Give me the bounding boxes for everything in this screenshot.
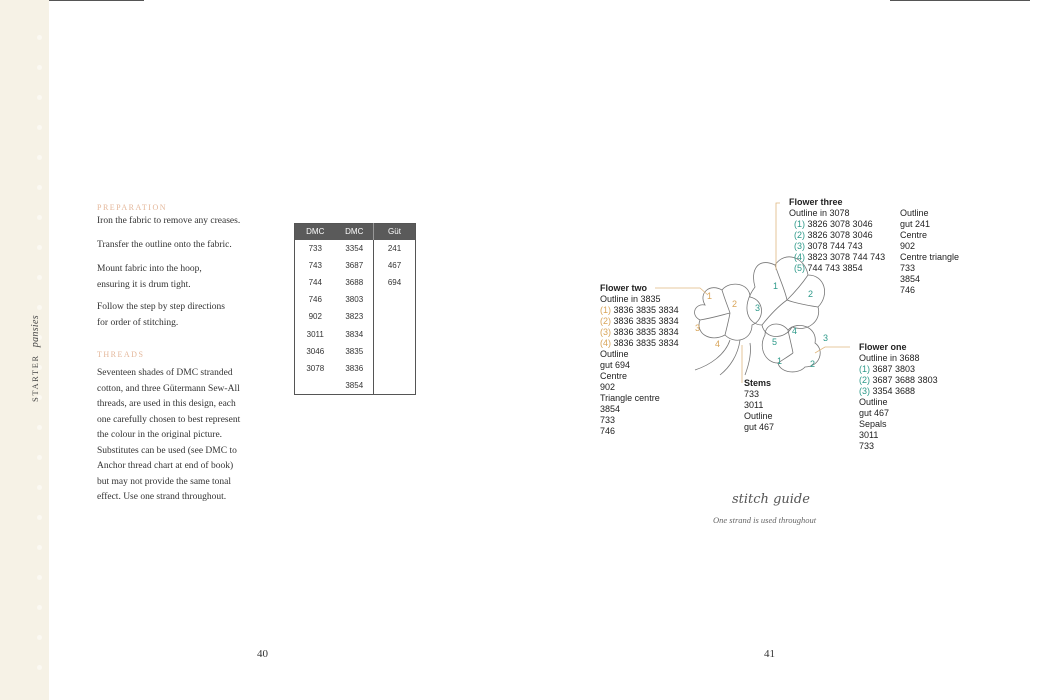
table-cell: 744	[308, 277, 322, 287]
table-cell: 694	[374, 274, 416, 291]
item-value: 3836 3835 3834	[613, 338, 679, 348]
side-strip	[0, 0, 49, 700]
threads-line: Substitutes can be used (see DMC to	[97, 445, 237, 456]
table-cell	[374, 377, 416, 394]
table-cell: 733	[308, 243, 322, 253]
extra-line: Triangle centre	[600, 393, 660, 403]
table-row	[295, 240, 416, 257]
chapter-label-text: STARTER	[30, 354, 40, 402]
flower-one-item	[859, 386, 938, 397]
strip-dot	[37, 35, 42, 40]
table-cell	[374, 343, 416, 360]
item-number: (3)	[859, 386, 870, 396]
stem-line	[695, 340, 730, 370]
extra-line: 733	[600, 415, 616, 425]
item-number: (1)	[600, 305, 611, 315]
table-cell: 3011	[306, 329, 324, 339]
threads-line: the colour in the original picture.	[97, 430, 223, 440]
table-row	[295, 274, 416, 291]
flower-three-number: 2	[808, 289, 814, 299]
flower-one-number: 3	[823, 333, 829, 343]
item-value: 3687 3688 3803	[872, 375, 938, 385]
item-number: (2)	[859, 375, 870, 385]
item-value: 3687 3803	[872, 364, 916, 374]
item-value: 3826 3078 3046	[807, 219, 873, 229]
flower-three-item	[789, 252, 885, 263]
item-number: (1)	[859, 364, 870, 374]
extra-line: Sepals	[859, 419, 887, 429]
stem-line	[720, 340, 740, 375]
flower-two-title: Flower two	[600, 283, 647, 293]
flower-two-number: 1	[707, 291, 713, 301]
flower-two-number: 4	[715, 339, 721, 349]
flower-three-number: 5	[772, 337, 778, 347]
petal-line	[722, 290, 730, 313]
table-cell: 467	[374, 257, 416, 274]
threads-paragraph	[97, 366, 240, 506]
threads-line: one carefully chosen to best represent	[97, 414, 241, 425]
strip-dot	[37, 485, 42, 490]
extra-line: 746	[900, 285, 916, 295]
item-number: (4)	[794, 252, 805, 262]
item-number: (2)	[794, 230, 805, 240]
table-cell	[295, 377, 336, 394]
extra-line: Outline	[859, 397, 888, 407]
item-number: (3)	[600, 327, 611, 337]
item-value: 3836 3835 3834	[613, 316, 679, 326]
strip-dot	[37, 185, 42, 190]
extra-line: 3011	[859, 430, 879, 440]
extra-line: gut 467	[859, 408, 890, 418]
flower-two-number: 2	[732, 299, 738, 309]
stitch-guide-title: stitch guide	[732, 492, 810, 507]
flower-one-outline-text: Outline in 3688	[859, 353, 920, 363]
table-cell: 3687	[345, 260, 364, 270]
prep-para-1	[97, 214, 240, 230]
petal-line	[787, 275, 808, 300]
extra-line: gut 694	[600, 360, 631, 370]
extra-line: 733	[900, 263, 916, 273]
table-row	[295, 325, 416, 342]
item-value: 3836 3835 3834	[613, 327, 679, 337]
threads-line: Anchor thread chart at end of book)	[97, 461, 234, 471]
flower-one-number: 2	[810, 359, 816, 369]
header-gut: Güt	[374, 224, 416, 240]
flower-three-extra-label	[900, 208, 959, 296]
flower-two-outline-text: Outline in 3835	[600, 294, 661, 304]
table-cell	[374, 308, 416, 325]
strip-dot	[37, 575, 42, 580]
strip-dot	[37, 95, 42, 100]
strip-dot	[37, 65, 42, 70]
extra-line: Outline	[900, 208, 929, 218]
table-header-row	[295, 224, 416, 240]
strip-dot	[37, 455, 42, 460]
flower-three-number: 4	[792, 326, 798, 336]
strip-dot	[37, 125, 42, 130]
flower-two-number: 3	[695, 323, 701, 333]
table-cell: 3078	[306, 363, 325, 373]
item-number: (3)	[794, 241, 805, 251]
item-number: (2)	[600, 316, 611, 326]
extra-line: Outline	[600, 349, 629, 359]
strip-dot	[37, 425, 42, 430]
stems-label	[744, 378, 774, 433]
threads-line: threads, are used in this design, each	[97, 399, 236, 409]
header-dmc-1: DMC	[295, 224, 336, 240]
table-cell: 746	[308, 295, 322, 305]
flower-two-item	[600, 327, 679, 338]
extra-line: Centre	[900, 230, 928, 240]
stems-line: 3011	[744, 400, 764, 410]
extra-line: 3854	[600, 404, 621, 414]
flower-two-item	[600, 305, 679, 316]
table-cell: 3803	[345, 295, 364, 305]
prep-line: Follow the step by step directions	[97, 302, 225, 312]
flower-two-item	[600, 338, 679, 349]
chapter-label	[30, 315, 41, 402]
chapter-label-italic: pansies	[30, 315, 41, 348]
strip-dot	[37, 665, 42, 670]
table-row	[295, 360, 416, 377]
prep-line: ensuring it is drum tight.	[97, 279, 191, 290]
extra-line: Centre	[600, 371, 628, 381]
flower-three-item	[789, 241, 885, 252]
stems-line: 733	[744, 389, 760, 399]
table-cell: 3823	[345, 312, 364, 322]
threads-line: cotton, and three Gütermann Sew-All	[97, 383, 240, 394]
item-value: 3354 3688	[872, 386, 916, 396]
thread-colour-table	[294, 223, 416, 395]
flower-one-number: 1	[777, 356, 783, 366]
flower-two-label	[600, 283, 679, 437]
table-row	[295, 308, 416, 325]
prep-line: Transfer the outline onto the fabric.	[97, 240, 232, 250]
item-value: 3836 3835 3834	[613, 305, 679, 315]
item-number: (5)	[794, 263, 805, 273]
extra-line: 733	[859, 441, 875, 451]
strip-dot	[37, 545, 42, 550]
table-cell: 3688	[345, 277, 364, 287]
header-dmc-2: DMC	[336, 224, 374, 240]
prep-para-4	[97, 300, 225, 331]
petal-line	[725, 313, 730, 335]
flower-one-label	[859, 342, 938, 452]
item-number: (1)	[794, 219, 805, 229]
extra-line: Centre triangle	[900, 252, 960, 262]
flower-one-item	[859, 375, 938, 386]
strip-dot	[37, 305, 42, 310]
strip-dot	[37, 635, 42, 640]
flower-three-label	[789, 197, 885, 274]
petal-line	[762, 300, 787, 325]
preparation-heading: PREPARATION	[97, 203, 167, 212]
flower-outline-strokes	[695, 257, 825, 375]
strip-dot	[37, 605, 42, 610]
table-row	[295, 343, 416, 360]
prep-para-3	[97, 262, 202, 293]
flower-three-title: Flower three	[789, 197, 843, 207]
flower-three-item	[789, 230, 885, 241]
item-value: 3078 744 743	[807, 241, 863, 251]
flower-three-item	[789, 263, 885, 274]
extra-line: 3854	[900, 274, 921, 284]
table-cell: 743	[308, 260, 322, 270]
stems-line: gut 467	[744, 422, 775, 432]
flower-three-outline-text: Outline in 3078	[789, 208, 850, 218]
threads-line: Seventeen shades of DMC stranded	[97, 368, 233, 378]
table-cell: 3836	[345, 363, 364, 373]
table-row	[295, 377, 416, 394]
stitch-guide-note: One strand is used throughout	[713, 515, 817, 525]
table-cell: 3854	[345, 380, 364, 390]
stems-title: Stems	[744, 378, 772, 388]
petal-line	[700, 313, 730, 320]
prep-line: Iron the fabric to remove any creases.	[97, 216, 241, 226]
table-cell: 241	[374, 240, 416, 257]
top-rule-right	[890, 0, 1030, 1]
extra-line: 902	[600, 382, 616, 392]
threads-heading: THREADS	[97, 350, 145, 359]
extra-line: 746	[600, 426, 616, 436]
table-cell	[374, 360, 416, 377]
prep-para-2	[97, 238, 232, 254]
prep-line: for order of stitching.	[97, 317, 179, 328]
flower-one-item	[859, 364, 938, 375]
table-cell: 3354	[345, 243, 364, 253]
threads-line: effect. Use one strand throughout.	[97, 492, 227, 502]
table-cell	[374, 325, 416, 342]
prep-line: Mount fabric into the hoop,	[97, 264, 202, 274]
table-cell: 3046	[306, 346, 325, 356]
page-number-left: 40	[257, 648, 268, 660]
flower-three-number: 1	[773, 281, 779, 291]
petal-line	[787, 300, 818, 307]
top-rule-left	[49, 0, 144, 1]
extra-line: 902	[900, 241, 916, 251]
strip-dot	[37, 245, 42, 250]
table-cell: 3834	[345, 329, 364, 339]
page-number-right: 41	[764, 648, 775, 660]
item-number: (4)	[600, 338, 611, 348]
strip-dot	[37, 515, 42, 520]
table-cell: 3835	[345, 346, 364, 356]
table-cell	[374, 291, 416, 308]
item-value: 3826 3078 3046	[807, 230, 873, 240]
strip-dot	[37, 215, 42, 220]
table-cell: 902	[308, 312, 322, 322]
table-row	[295, 257, 416, 274]
strip-dot	[37, 275, 42, 280]
item-value: 3823 3078 744 743	[807, 252, 886, 262]
flower-three-number: 3	[755, 303, 761, 313]
strip-dot	[37, 155, 42, 160]
item-value: 744 743 3854	[807, 263, 863, 273]
flower-one-title: Flower one	[859, 342, 907, 352]
stem-line	[745, 343, 751, 375]
flower-two-item	[600, 316, 679, 327]
threads-line: but may not provide the same tonal	[97, 476, 232, 487]
table-row	[295, 291, 416, 308]
stems-line: Outline	[744, 411, 773, 421]
flower-three-item	[789, 219, 885, 230]
extra-line: gut 241	[900, 219, 931, 229]
